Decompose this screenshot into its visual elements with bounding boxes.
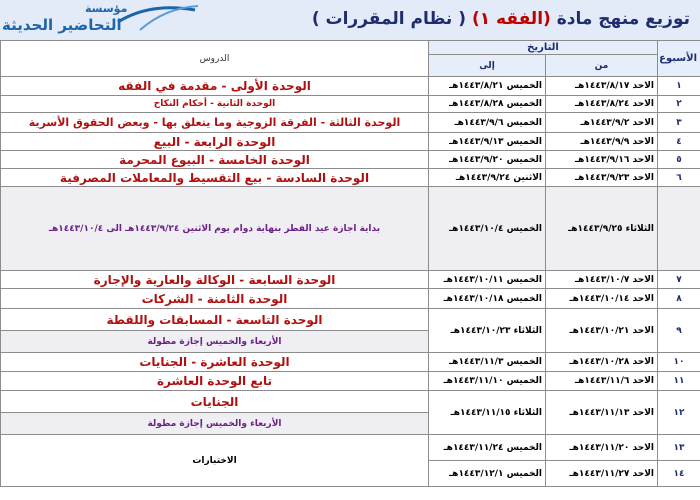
lesson-text: الوحدة التاسعة - المسابقات واللقطة <box>1 309 429 331</box>
to-date: ١٤٤٣/١٢/١هـ <box>449 468 504 479</box>
to-day: الخميس <box>506 468 542 479</box>
from-date: ١٤٤٣/٩/٩هـ <box>580 136 630 147</box>
to-cell <box>429 353 546 372</box>
to-date: ١٤٤٣/١١/٢٤هـ <box>443 442 504 453</box>
to-date: ١٤٤٣/١١/١٠هـ <box>443 376 504 386</box>
from-date: ١٤٤٣/١٠/٧هـ <box>575 274 630 285</box>
schedule-table <box>0 40 700 487</box>
week-number: ٣ <box>658 113 700 133</box>
from-date: ١٤٤٣/١٠/٢١هـ <box>569 325 630 336</box>
lesson-text: الوحدة الخامسة - البيوع المحرمة <box>1 151 429 169</box>
from-cell <box>546 271 658 289</box>
from-date: ١٤٤٣/٨/٢٤هـ <box>575 99 630 109</box>
week-number: ٥ <box>658 151 700 169</box>
week-number: ١ <box>658 77 700 96</box>
exam-label: الاختبارات <box>1 435 429 487</box>
to-cell <box>429 435 546 461</box>
from-day: الاحد <box>632 293 654 304</box>
to-cell <box>429 372 546 391</box>
to-day: الاثنين <box>513 172 542 183</box>
lesson-text: الوحدة السادسة - بيع التقسيط والمعاملات المصرفية <box>1 169 429 187</box>
to-date: ١٤٤٣/٨/٢٨هـ <box>449 99 504 109</box>
table-row <box>1 77 700 96</box>
table-row <box>1 289 700 309</box>
to-day: الخميس <box>506 136 542 147</box>
lesson-note: الأربعاء والخميس إجازة مطولة <box>1 413 429 435</box>
from-date: ١٤٤٣/١٠/٢٨هـ <box>569 357 630 367</box>
from-date: ١٤٤٣/٩/٢٥هـ <box>568 223 623 234</box>
logo-main-text: التحاضير الحديثة <box>2 16 122 34</box>
from-cell <box>546 435 658 461</box>
from-date: ١٤٤٣/٩/٢٣هـ <box>575 172 630 183</box>
title-prefix: توزيع منهج مادة <box>556 9 690 29</box>
from-day: الاحد <box>632 81 654 91</box>
from-day: الاحد <box>632 99 654 109</box>
lesson-note: الأربعاء والخميس إجازة مطولة <box>1 331 429 353</box>
week-number <box>658 187 700 271</box>
to-date: ١٤٤٣/١١/٣هـ <box>449 357 504 367</box>
table-row <box>1 113 700 133</box>
logo-top-text: مؤسسة <box>85 2 128 15</box>
header-to: إلى <box>429 55 546 77</box>
week-number: ١٠ <box>658 353 700 372</box>
to-day: الخميس <box>506 117 542 128</box>
from-day: الاحد <box>632 274 654 285</box>
to-date: ١٤٤٣/٨/٢١هـ <box>449 81 504 91</box>
table-row <box>1 353 700 372</box>
title-subject: (الفقه ١) <box>471 9 551 29</box>
to-cell <box>429 133 546 151</box>
table-row <box>1 96 700 113</box>
to-cell <box>429 169 546 187</box>
from-day: الاحد <box>632 325 654 336</box>
lesson-text: الوحدة الرابعة - البيع <box>1 133 429 151</box>
from-cell <box>546 353 658 372</box>
week-number: ٤ <box>658 133 700 151</box>
from-date: ١٤٤٣/١١/٦هـ <box>575 376 630 386</box>
table-row <box>1 133 700 151</box>
to-day: الخميس <box>506 274 542 285</box>
lesson-text: الوحدة السابعة - الوكالة والعارية والإجارة <box>1 271 429 289</box>
table-row <box>1 169 700 187</box>
to-day: الخميس <box>506 154 542 165</box>
to-day: الثلاثاء <box>513 407 542 418</box>
from-cell <box>546 151 658 169</box>
to-date: ١٤٤٣/١٠/١١هـ <box>443 274 504 285</box>
from-date: ١٤٤٣/٩/٢هـ <box>580 117 630 128</box>
from-cell <box>546 372 658 391</box>
from-day: الاحد <box>632 154 654 165</box>
week-number: ٢ <box>658 96 700 113</box>
to-cell <box>429 113 546 133</box>
week-number: ٦ <box>658 169 700 187</box>
to-day: الخميس <box>506 442 542 453</box>
from-date: ١٤٤٣/١٠/١٤هـ <box>569 293 630 304</box>
from-date: ١٤٤٣/٨/١٧هـ <box>575 81 630 91</box>
week-number: ٩ <box>658 309 700 353</box>
to-day: الخميس <box>506 99 542 109</box>
title-system: ( نظام المقررات ) <box>311 9 467 29</box>
from-cell <box>546 461 658 487</box>
table-row <box>1 271 700 289</box>
to-date: ١٤٤٣/٩/٦هـ <box>454 117 504 128</box>
week-number: ١٢ <box>658 391 700 435</box>
lesson-text: الجنايات <box>1 391 429 413</box>
from-cell <box>546 169 658 187</box>
lesson-text: تابع الوحدة العاشرة <box>1 372 429 391</box>
lesson-text: الوحدة الثامنة - الشركات <box>1 289 429 309</box>
to-day: الخميس <box>506 293 542 304</box>
to-day: الخميس <box>506 81 542 91</box>
from-day: الاحد <box>632 117 654 128</box>
lesson-text: الوحدة العاشرة - الجنايات <box>1 353 429 372</box>
week-number: ٨ <box>658 289 700 309</box>
table-row <box>1 372 700 391</box>
to-day: الثلاثاء <box>513 325 542 336</box>
from-cell <box>546 113 658 133</box>
from-cell <box>546 391 658 435</box>
from-day: الاحد <box>632 376 654 386</box>
table-row <box>1 309 700 331</box>
table-row <box>1 391 700 413</box>
from-cell <box>546 289 658 309</box>
to-date: ١٤٤٣/٩/٢٠هـ <box>449 154 504 165</box>
to-cell <box>429 391 546 435</box>
from-date: ١٤٤٣/١١/٢٧هـ <box>569 468 630 479</box>
to-date: ١٤٤٣/٩/٢٤هـ <box>455 172 511 183</box>
from-day: الاحد <box>632 172 654 183</box>
from-day: الاحد <box>632 442 654 453</box>
header-from: من <box>546 55 658 77</box>
lesson-text: الوحدة الثالثة - الفرقة الزوجية وما يتعلق بها - وبعض الحقوق الأسرية <box>1 113 429 133</box>
to-date: ١٤٤٣/١٠/٢٣هـ <box>450 325 511 336</box>
header-week: الأسبوع <box>658 41 700 77</box>
logo <box>0 0 200 40</box>
to-day: الخميس <box>506 376 542 386</box>
week-number: ١٣ <box>658 435 700 461</box>
table-row <box>1 435 700 461</box>
lesson-text: الوحدة الثانية - أحكام النكاح <box>1 96 429 113</box>
to-cell <box>429 461 546 487</box>
to-cell <box>429 309 546 353</box>
from-cell <box>546 96 658 113</box>
week-number: ٧ <box>658 271 700 289</box>
holiday-note: بداية اجازة عيد الفطر بنهاية دوام يوم الاثنين ١٤٤٣/٩/٢٤هـ الى ١٤٤٣/١٠/٤هـ <box>1 187 429 271</box>
lesson-text: الوحدة الأولى - مقدمة في الفقه <box>1 77 429 96</box>
from-date: ١٤٤٣/١١/٢٠هـ <box>569 442 630 453</box>
to-cell <box>429 77 546 96</box>
week-number: ١٤ <box>658 461 700 487</box>
from-date: ١٤٤٣/١١/١٣هـ <box>569 407 630 418</box>
holiday-row <box>1 187 700 271</box>
to-cell <box>429 187 546 271</box>
from-day: الثلاثاء <box>625 223 654 234</box>
from-day: الاحد <box>632 468 654 479</box>
page-title <box>312 9 690 29</box>
to-date: ١٤٤٣/١٠/١٨هـ <box>443 293 504 304</box>
to-day: الخميس <box>506 357 542 367</box>
to-day: الخميس <box>506 223 542 234</box>
from-day: الاحد <box>632 407 654 418</box>
from-cell <box>546 133 658 151</box>
week-number: ١١ <box>658 372 700 391</box>
from-cell <box>546 309 658 353</box>
to-date: ١٤٤٣/١٠/٤هـ <box>449 223 504 234</box>
title-bar <box>0 0 700 41</box>
to-cell <box>429 151 546 169</box>
header-date: التاريخ <box>429 41 658 55</box>
from-cell <box>546 77 658 96</box>
to-cell <box>429 271 546 289</box>
from-date: ١٤٤٣/٩/١٦هـ <box>575 154 630 165</box>
to-cell <box>429 289 546 309</box>
header-lessons: الدروس <box>1 41 429 77</box>
from-day: الاحد <box>632 136 654 147</box>
to-date: ١٤٤٣/١١/١٥هـ <box>450 407 511 418</box>
to-date: ١٤٤٣/٩/١٣هـ <box>449 136 504 147</box>
table-row <box>1 151 700 169</box>
from-cell <box>546 187 658 271</box>
to-cell <box>429 96 546 113</box>
from-day: الاحد <box>632 357 654 367</box>
